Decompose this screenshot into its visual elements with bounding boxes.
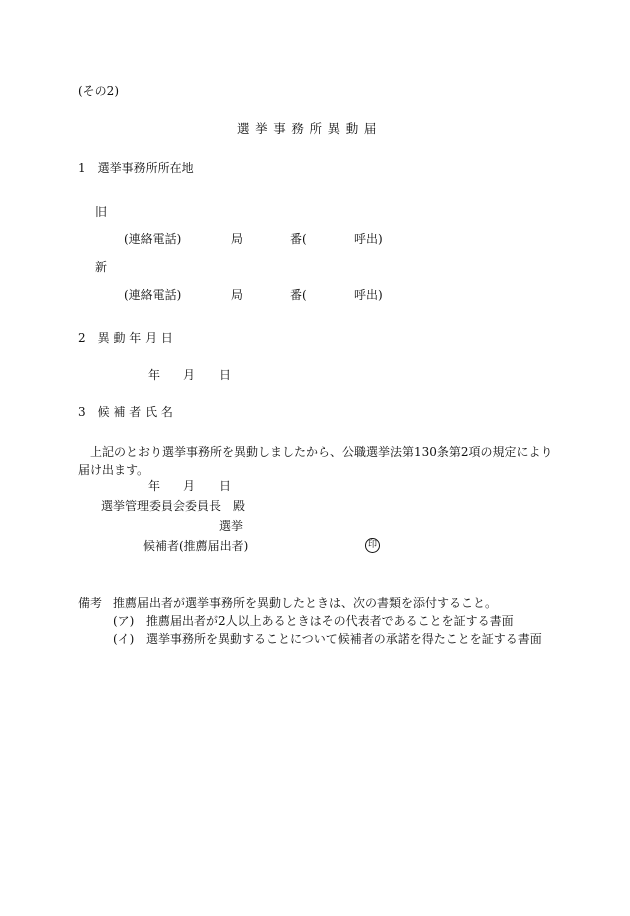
seal-mark: 印	[365, 538, 380, 553]
old-kyoku: 局	[231, 232, 244, 246]
change-year: 年	[148, 368, 161, 382]
section1-heading: 1 選挙事務所所在地	[78, 161, 194, 175]
section3-heading: 3 候 補 者 氏 名	[78, 405, 173, 419]
remarks-item-text: 推薦届出者が2人以上あるときはその代表者であることを証する書面	[146, 614, 514, 628]
change-day: 日	[219, 368, 232, 382]
new-kyoku: 局	[231, 288, 244, 302]
new-ban: 番(	[290, 288, 307, 302]
new-address-label: 新	[95, 260, 108, 274]
remarks-label: 備考	[78, 596, 103, 610]
submit-month: 月	[183, 479, 196, 493]
submit-year: 年	[148, 479, 161, 493]
submit-day: 日	[219, 479, 232, 493]
statement-paragraph: 上記のとおり選挙事務所を異動しましたから、公職選挙法第130条第2項の規定により届け出ます。	[78, 445, 553, 477]
page-title: 選挙事務所異動届	[237, 121, 383, 136]
remarks-text: 推薦届出者が選挙事務所を異動したときは、次の書類を添付すること。	[113, 596, 498, 610]
old-yobidashi: 呼出)	[354, 232, 383, 246]
new-yobidashi: 呼出)	[354, 288, 383, 302]
section2-heading: 2 異 動 年 月 日	[78, 331, 173, 345]
old-address-label: 旧	[95, 205, 108, 219]
old-ban: 番(	[290, 232, 307, 246]
form-number: (その2)	[78, 84, 119, 98]
remarks-item-marker: (ア)	[113, 614, 135, 628]
remarks-item-text: 選挙事務所を異動することについて候補者の承諾を得たことを証する書面	[146, 632, 542, 646]
remarks-item-marker: (イ)	[113, 632, 135, 646]
change-month: 月	[183, 368, 196, 382]
addressee: 選挙管理委員会委員長 殿	[101, 499, 246, 513]
new-contact-label: (連絡電話)	[124, 288, 182, 302]
old-contact-label: (連絡電話)	[124, 232, 182, 246]
signer-label: 候補者(推薦届出者)	[143, 539, 249, 553]
election-label: 選挙	[219, 519, 244, 533]
